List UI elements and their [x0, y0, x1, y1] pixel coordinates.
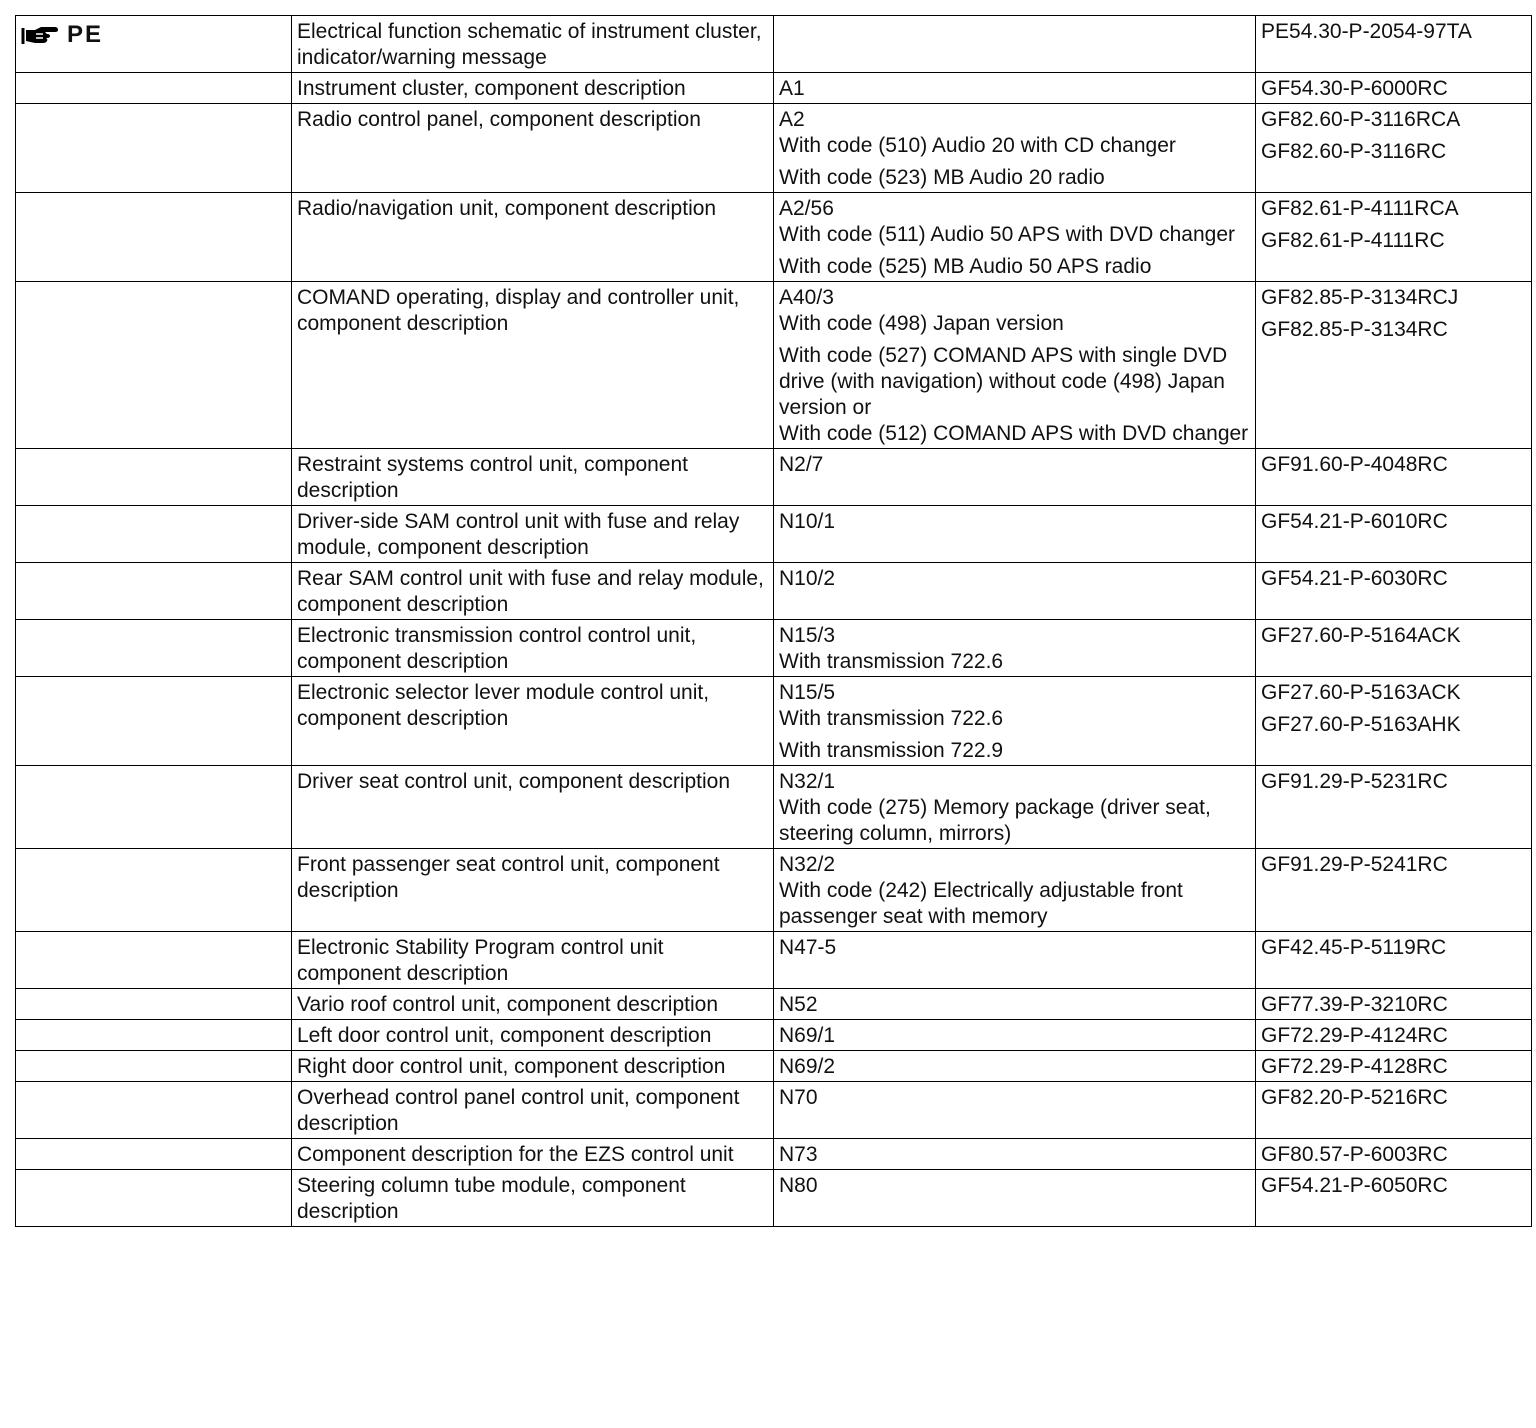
document-number[interactable]: GF82.61-P-4111RC — [1261, 229, 1445, 252]
marker-cell — [16, 766, 292, 849]
document-number[interactable]: GF91.29-P-5241RC — [1261, 853, 1448, 876]
description-cell — [292, 563, 774, 620]
table-row — [16, 16, 1532, 73]
document-number[interactable]: GF54.21-P-6050RC — [1261, 1174, 1448, 1197]
component-designation: N47-5 — [779, 936, 837, 959]
variant-block — [779, 452, 1250, 478]
document-number-cell — [1256, 506, 1532, 563]
variant-block — [779, 165, 1250, 191]
component-description: Driver-side SAM control unit with fuse and relay module, component description — [297, 510, 740, 559]
document-number-cell — [1256, 563, 1532, 620]
marker-cell — [16, 193, 292, 282]
document-number-cell — [1256, 989, 1532, 1020]
variant-block — [1261, 139, 1526, 165]
variant-block — [1261, 285, 1526, 311]
variant-condition: With code (242) Electrically adjustable front passenger seat with memory — [779, 879, 1183, 928]
component-description: Electronic transmission control control unit, component description — [297, 624, 697, 673]
description-cell — [292, 989, 774, 1020]
component-designation: N2/7 — [779, 453, 824, 476]
document-number[interactable]: GF27.60-P-5164ACK — [1261, 624, 1461, 647]
document-number[interactable]: GF54.21-P-6030RC — [1261, 567, 1448, 590]
table-row — [16, 1020, 1532, 1051]
document-number-cell — [1256, 73, 1532, 104]
variant-block — [779, 19, 1250, 71]
component-description: Overhead control panel control unit, component description — [297, 1086, 740, 1135]
component-designation: N69/1 — [779, 1024, 836, 1047]
variant-block — [779, 1054, 1250, 1080]
designation-cell — [774, 16, 1256, 73]
marker-cell — [16, 1020, 292, 1051]
variant-block — [1261, 452, 1526, 478]
document-number-cell — [1256, 16, 1532, 73]
component-description: Electrical function schematic of instrument cluster, indicator/warning message — [297, 20, 762, 69]
document-number-cell — [1256, 849, 1532, 932]
variant-block — [1261, 623, 1526, 649]
component-designation — [779, 19, 1250, 45]
component-designation: A1 — [779, 77, 805, 100]
variant-condition: With transmission 722.9 — [779, 739, 1004, 762]
document-number[interactable]: GF82.61-P-4111RCA — [1261, 197, 1459, 220]
variant-block — [779, 107, 1250, 159]
document-number-cell — [1256, 677, 1532, 766]
description-cell — [292, 1139, 774, 1170]
table-row — [16, 73, 1532, 104]
designation-cell — [774, 620, 1256, 677]
marker-cell — [16, 449, 292, 506]
component-description: COMAND operating, display and controller unit, component description — [297, 286, 740, 335]
description-cell — [292, 766, 774, 849]
component-description: Steering column tube module, component description — [297, 1174, 686, 1223]
document-number-cell — [1256, 620, 1532, 677]
component-description: Electronic Stability Program control unit component description — [297, 936, 664, 985]
marker-cell — [16, 16, 292, 73]
document-number[interactable]: GF54.21-P-6010RC — [1261, 510, 1448, 533]
variant-block — [779, 196, 1250, 248]
document-number-cell — [1256, 104, 1532, 193]
variant-block — [779, 343, 1250, 447]
variant-block — [1261, 852, 1526, 878]
designation-cell — [774, 677, 1256, 766]
description-cell — [292, 1051, 774, 1082]
document-number-cell — [1256, 282, 1532, 449]
variant-block — [1261, 992, 1526, 1018]
variant-block — [1261, 935, 1526, 961]
table-row — [16, 932, 1532, 989]
component-designation: N80 — [779, 1174, 818, 1197]
variant-block — [1261, 566, 1526, 592]
variant-block — [779, 76, 1250, 102]
table-row — [16, 193, 1532, 282]
table-row — [16, 620, 1532, 677]
document-number[interactable]: GF80.57-P-6003RC — [1261, 1143, 1448, 1166]
variant-condition: With transmission 722.6 — [779, 650, 1004, 673]
marker-cell — [16, 932, 292, 989]
variant-condition: With code (498) Japan version — [779, 312, 1064, 335]
table-row — [16, 989, 1532, 1020]
description-cell — [292, 449, 774, 506]
description-cell — [292, 620, 774, 677]
table-row — [16, 1170, 1532, 1227]
variant-block — [1261, 1054, 1526, 1080]
component-description: Electronic selector lever module control unit, component description — [297, 681, 710, 730]
variant-block — [1261, 107, 1526, 133]
component-description: Restraint systems control unit, component description — [297, 453, 689, 502]
pe-marker-label: PE — [67, 21, 104, 48]
component-description: Vario roof control unit, component description — [297, 993, 719, 1016]
designation-cell — [774, 932, 1256, 989]
document-number[interactable]: GF82.60-P-3116RC — [1261, 140, 1447, 163]
variant-condition: With code (275) Memory package (driver seat, steering column, mirrors) — [779, 796, 1211, 845]
variant-block — [779, 623, 1250, 675]
table-row — [16, 1082, 1532, 1139]
document-number[interactable]: GF91.60-P-4048RC — [1261, 453, 1448, 476]
designation-cell — [774, 449, 1256, 506]
variant-block — [779, 935, 1250, 961]
pointing-hand-icon — [21, 24, 61, 46]
component-designation: N73 — [779, 1143, 818, 1166]
description-cell — [292, 104, 774, 193]
variant-block — [779, 509, 1250, 535]
document-number[interactable]: PE54.30-P-2054-97TA — [1261, 20, 1472, 43]
variant-block — [779, 992, 1250, 1018]
variant-block — [779, 254, 1250, 280]
designation-cell — [774, 989, 1256, 1020]
description-cell — [292, 193, 774, 282]
document-number-cell — [1256, 932, 1532, 989]
variant-condition: With code (512) COMAND APS with DVD changer — [779, 422, 1249, 445]
variant-block — [1261, 228, 1526, 254]
document-number[interactable]: GF72.29-P-4128RC — [1261, 1055, 1448, 1078]
component-designation: N52 — [779, 993, 818, 1016]
document-number[interactable]: GF27.60-P-5163AHK — [1261, 713, 1461, 736]
document-number[interactable]: GF42.45-P-5119RC — [1261, 936, 1447, 959]
table-row — [16, 766, 1532, 849]
table-row — [16, 1139, 1532, 1170]
designation-cell — [774, 104, 1256, 193]
document-number[interactable]: GF72.29-P-4124RC — [1261, 1024, 1448, 1047]
marker-cell — [16, 73, 292, 104]
variant-block — [1261, 317, 1526, 343]
designation-cell — [774, 1051, 1256, 1082]
component-description: Rear SAM control unit with fuse and relay module, component description — [297, 567, 764, 616]
marker-cell — [16, 989, 292, 1020]
marker-cell — [16, 849, 292, 932]
component-description: Left door control unit, component description — [297, 1024, 712, 1047]
variant-block — [779, 769, 1250, 847]
reference-table — [15, 15, 1532, 1227]
marker-cell — [16, 1051, 292, 1082]
document-number-cell — [1256, 1139, 1532, 1170]
designation-cell — [774, 1020, 1256, 1051]
variant-block — [1261, 712, 1526, 738]
document-number[interactable]: GF82.20-P-5216RC — [1261, 1086, 1448, 1109]
marker-cell — [16, 1170, 292, 1227]
variant-block — [1261, 1023, 1526, 1049]
document-number[interactable]: GF82.85-P-3134RCJ — [1261, 286, 1459, 309]
document-number-cell — [1256, 1020, 1532, 1051]
table-row — [16, 104, 1532, 193]
marker-cell — [16, 563, 292, 620]
variant-condition: With transmission 722.6 — [779, 707, 1004, 730]
component-designation: N15/5 — [779, 681, 836, 704]
document-number[interactable]: GF82.85-P-3134RC — [1261, 318, 1448, 341]
designation-cell — [774, 849, 1256, 932]
marker-cell — [16, 282, 292, 449]
component-designation: A2/56 — [779, 197, 834, 220]
designation-cell — [774, 1082, 1256, 1139]
description-cell — [292, 932, 774, 989]
description-cell — [292, 1020, 774, 1051]
document-number-cell — [1256, 1082, 1532, 1139]
variant-block — [1261, 769, 1526, 795]
component-designation: N32/1 — [779, 770, 836, 793]
variant-block — [1261, 1173, 1526, 1199]
variant-block — [1261, 1142, 1526, 1168]
description-cell — [292, 16, 774, 73]
variant-block — [779, 285, 1250, 337]
variant-block — [779, 1173, 1250, 1199]
document-number[interactable]: GF54.30-P-6000RC — [1261, 77, 1448, 100]
variant-condition: With code (527) COMAND APS with single DVD drive (with navigation) without code (498) Japan version or — [779, 344, 1228, 419]
component-description: Driver seat control unit, component description — [297, 770, 731, 793]
variant-block — [779, 1085, 1250, 1111]
document-number[interactable]: GF77.39-P-3210RC — [1261, 993, 1448, 1016]
designation-cell — [774, 73, 1256, 104]
component-designation: N70 — [779, 1086, 818, 1109]
table-row — [16, 449, 1532, 506]
designation-cell — [774, 1170, 1256, 1227]
designation-cell — [774, 766, 1256, 849]
description-cell — [292, 677, 774, 766]
component-description: Radio control panel, component description — [297, 108, 701, 131]
component-description: Component description for the EZS control unit — [297, 1143, 734, 1166]
variant-block — [779, 738, 1250, 764]
marker-cell — [16, 1082, 292, 1139]
variant-condition: With code (511) Audio 50 APS with DVD changer — [779, 223, 1236, 246]
description-cell — [292, 1170, 774, 1227]
description-cell — [292, 849, 774, 932]
variant-block — [779, 1142, 1250, 1168]
component-designation: N10/1 — [779, 510, 836, 533]
designation-cell — [774, 506, 1256, 563]
variant-block — [779, 566, 1250, 592]
table-row — [16, 506, 1532, 563]
table-row — [16, 282, 1532, 449]
variant-block — [1261, 509, 1526, 535]
variant-block — [779, 852, 1250, 930]
component-designation: A2 — [779, 108, 805, 131]
component-description: Front passenger seat control unit, component description — [297, 853, 720, 902]
table-row — [16, 563, 1532, 620]
variant-condition: With code (523) MB Audio 20 radio — [779, 166, 1105, 189]
component-designation: N10/2 — [779, 567, 836, 590]
variant-condition: With code (525) MB Audio 50 APS radio — [779, 255, 1152, 278]
variant-block — [779, 1023, 1250, 1049]
document-number[interactable]: GF82.60-P-3116RCA — [1261, 108, 1461, 131]
marker-cell — [16, 677, 292, 766]
description-cell — [292, 73, 774, 104]
document-number[interactable]: GF27.60-P-5163ACK — [1261, 681, 1461, 704]
table-row — [16, 849, 1532, 932]
component-designation: N15/3 — [779, 624, 836, 647]
document-number-cell — [1256, 449, 1532, 506]
description-cell — [292, 506, 774, 563]
component-description: Radio/navigation unit, component description — [297, 197, 717, 220]
marker-cell — [16, 506, 292, 563]
marker-cell — [16, 104, 292, 193]
table-row — [16, 1051, 1532, 1082]
document-number-cell — [1256, 193, 1532, 282]
table-row — [16, 677, 1532, 766]
variant-block — [1261, 196, 1526, 222]
component-designation: A40/3 — [779, 286, 834, 309]
document-number-cell — [1256, 1170, 1532, 1227]
variant-condition: With code (510) Audio 20 with CD changer — [779, 134, 1176, 157]
document-number-cell — [1256, 1051, 1532, 1082]
designation-cell — [774, 282, 1256, 449]
designation-cell — [774, 563, 1256, 620]
variant-condition — [779, 45, 1250, 71]
component-designation: N69/2 — [779, 1055, 836, 1078]
description-cell — [292, 1082, 774, 1139]
description-cell — [292, 282, 774, 449]
variant-block — [1261, 19, 1526, 45]
marker-cell — [16, 620, 292, 677]
designation-cell — [774, 193, 1256, 282]
pe-marker — [21, 22, 103, 48]
variant-block — [1261, 1085, 1526, 1111]
component-description: Instrument cluster, component description — [297, 77, 686, 100]
component-description: Right door control unit, component description — [297, 1055, 726, 1078]
component-designation: N32/2 — [779, 853, 836, 876]
reference-table-body — [16, 16, 1532, 1227]
marker-cell — [16, 1139, 292, 1170]
designation-cell — [774, 1139, 1256, 1170]
variant-block — [779, 680, 1250, 732]
document-number-cell — [1256, 766, 1532, 849]
variant-block — [1261, 76, 1526, 102]
variant-block — [1261, 680, 1526, 706]
document-number[interactable]: GF91.29-P-5231RC — [1261, 770, 1448, 793]
